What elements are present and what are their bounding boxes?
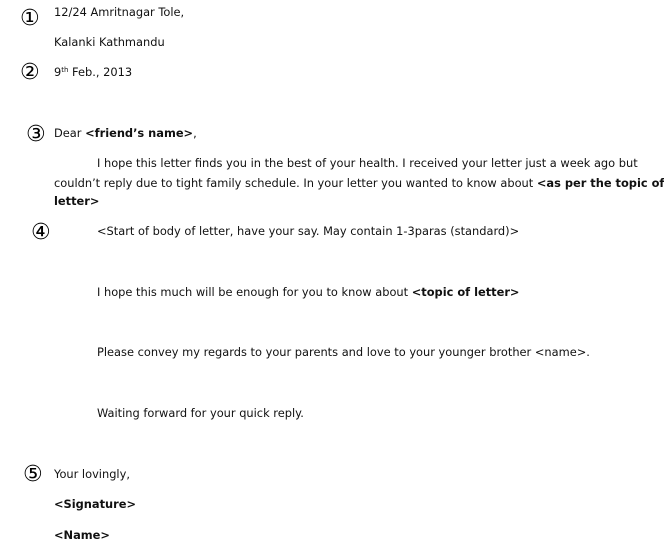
marker-4: ④ xyxy=(31,220,51,245)
date-suffix: th xyxy=(61,66,69,74)
date-rest: Feb., 2013 xyxy=(68,65,133,79)
salutation xyxy=(54,125,197,141)
intro-line-2-text: couldn’t reply due to tight family schedule. In your letter you wanted to know about xyxy=(54,176,537,190)
letter-date xyxy=(54,64,132,80)
intro-line-2 xyxy=(54,175,664,191)
signature-placeholder: <Signature> xyxy=(54,497,137,511)
closing-valediction: Your lovingly, xyxy=(54,467,130,481)
salutation-suffix: , xyxy=(193,126,197,140)
address-line-1: 12/24 Amritnagar Tole, xyxy=(54,5,185,19)
marker-1: ① xyxy=(20,6,40,31)
closing-name xyxy=(54,527,110,543)
marker-5: ⑤ xyxy=(23,462,43,487)
intro-line-1: I hope this letter finds you in the best of your health. I received your letter just a week ago but xyxy=(97,156,638,170)
body-hope-text: I hope this much will be enough for you to know about xyxy=(97,285,412,299)
address-line-2: Kalanki Kathmandu xyxy=(54,35,165,49)
closing-signature xyxy=(54,496,136,512)
body-hope-line xyxy=(97,284,519,300)
marker-2: ② xyxy=(20,60,40,85)
date-day: 9 xyxy=(54,65,62,79)
body-regards-line: Please convey my regards to your parents and love to your younger brother <name>. xyxy=(97,345,590,359)
intro-topic-placeholder: <as per the topic of xyxy=(536,176,664,190)
body-waiting-line: Waiting forward for your quick reply. xyxy=(97,406,304,420)
intro-line-3 xyxy=(54,193,99,209)
body-main-placeholder: <Start of body of letter, have your say. May contain 1-3paras (standard)> xyxy=(97,224,520,238)
salutation-friend-name: <friend’s name> xyxy=(85,126,194,140)
marker-3: ③ xyxy=(26,122,46,147)
salutation-prefix: Dear xyxy=(54,126,86,140)
intro-topic-placeholder-end: letter> xyxy=(54,194,100,208)
body-topic-placeholder: <topic of letter> xyxy=(411,285,520,299)
name-placeholder: <Name> xyxy=(54,528,110,542)
